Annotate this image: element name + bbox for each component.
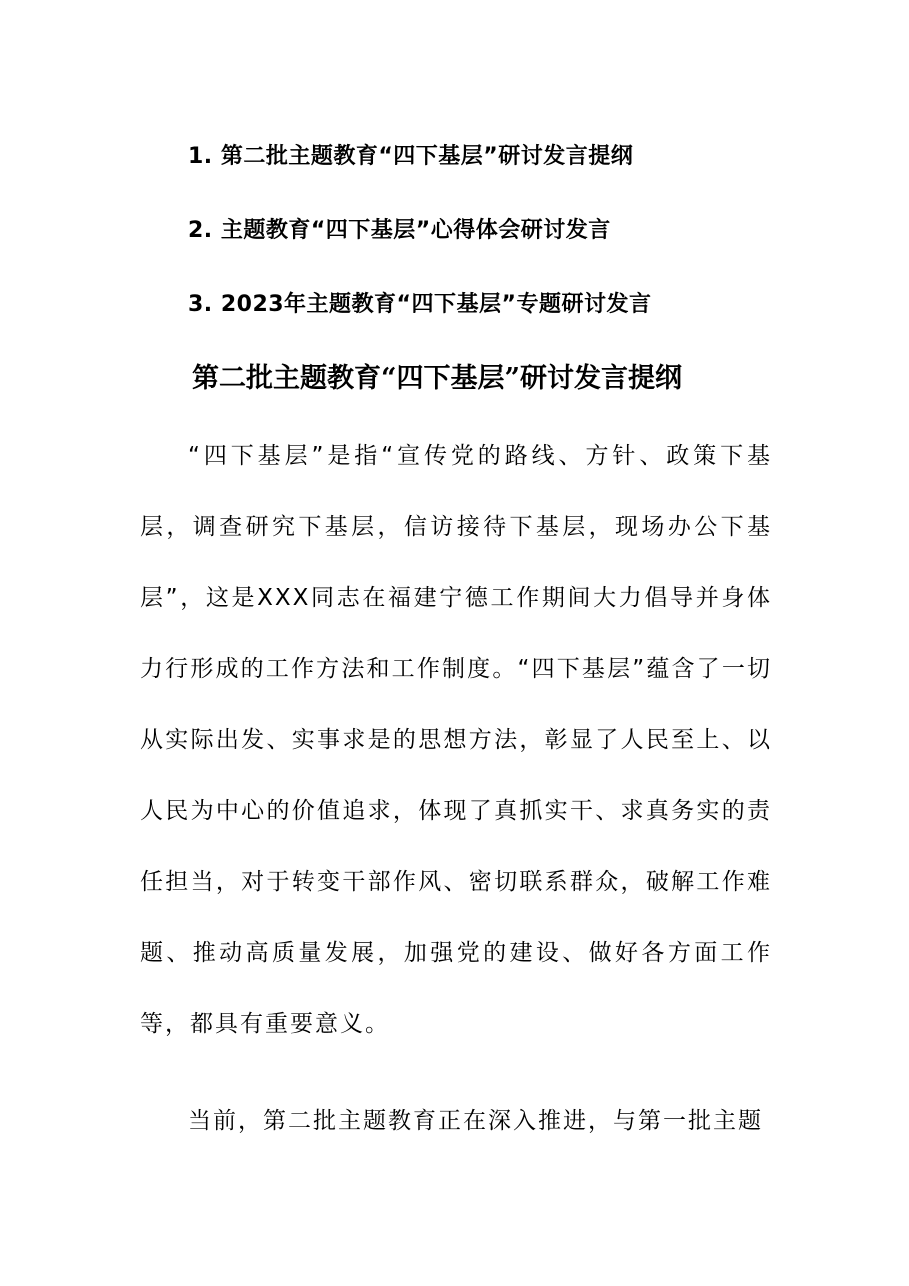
table-of-contents [188,141,788,363]
paragraph-1: “四下基层”是指“宣传党的路线、方针、政策下基层，调查研究下基层，信访接待下基层，现场办公下基层”，这是XXX同志在福建宁德工作期间大力倡导并身体力行形成的工作方法和工作制度。“四下基层”蕴含了一切从实际出发、实事求是的思想方法，彰显了人民至上、以人民为中心的价值追求，体现了真抓实干、求真务实的责任担当，对于转变干部作风、密切联系群众，破解工作难题、推动高质量发展，加强党的建设、做好各方面工作等，都具有重要意义。 [140,443,772,1037]
article-body [140,421,772,1157]
article-title: 第二批主题教育“四下基层”研讨发言提纲 [192,363,683,394]
toc-item-2: 2. 主题教育“四下基层”心得体会研讨发言 [188,218,611,243]
toc-item-3: 3. 2023年主题教育“四下基层”专题研讨发言 [188,292,652,317]
toc-item-1: 1. 第二批主题教育“四下基层”研讨发言提纲 [188,144,634,169]
paragraph-2: 当前，第二批主题教育正在深入推进，与第一批主题 [188,1108,763,1134]
